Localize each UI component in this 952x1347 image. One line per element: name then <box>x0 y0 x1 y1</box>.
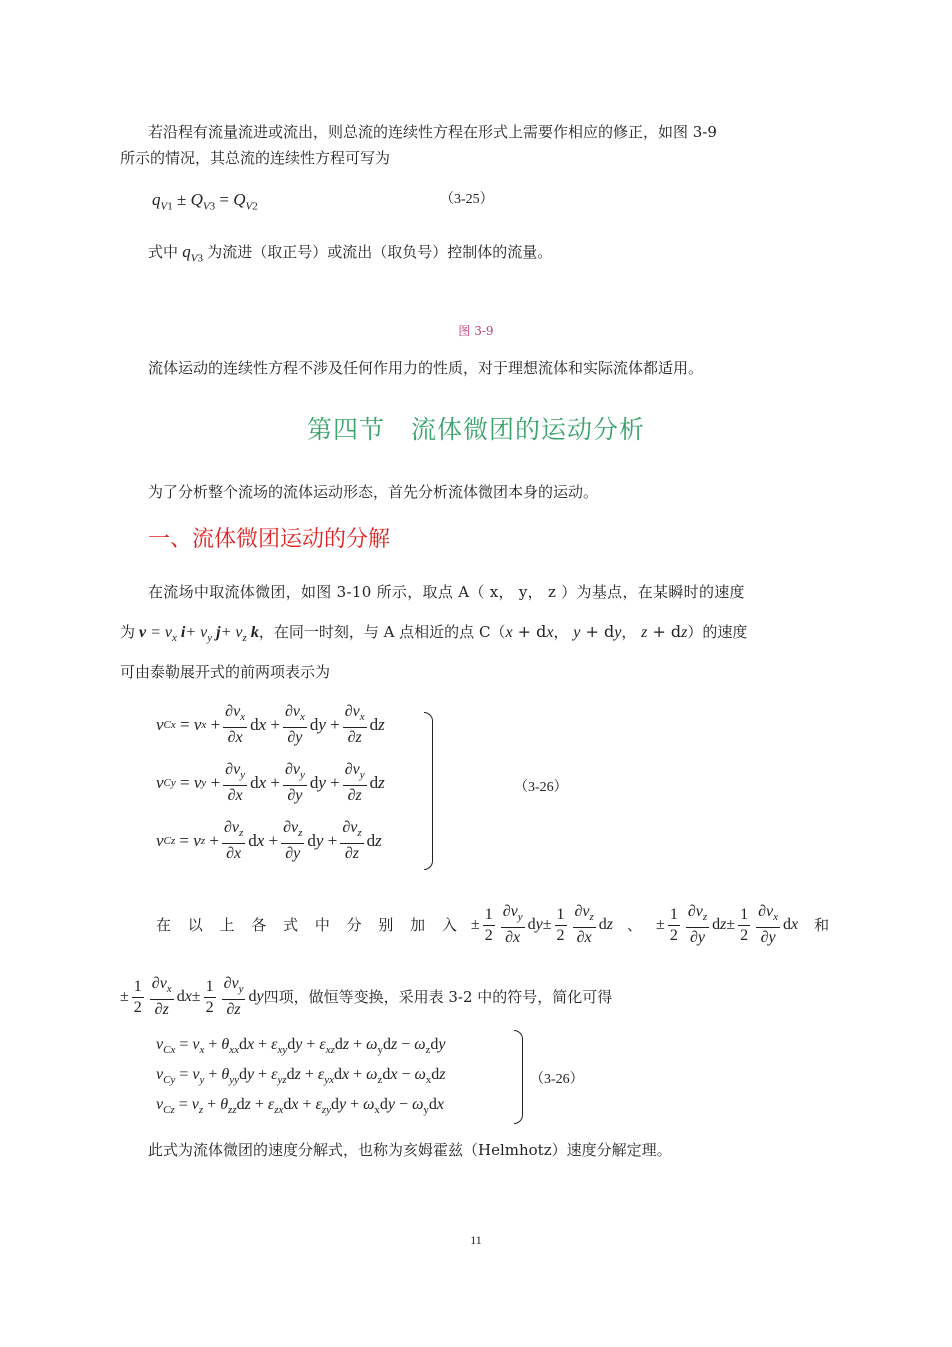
paragraph-line: 所示的情况，其总流的连续性方程可写为 <box>120 149 391 167</box>
equation-number: （3-26） <box>514 780 568 795</box>
equation-number: （3-25） <box>440 192 494 207</box>
right-brace <box>514 1030 523 1124</box>
note-suffix: 为流进（取正号）或流出（取负号）控制体的流量。 <box>207 243 553 261</box>
equation-row-vcz: v Cz = v z + $\frac{\partial v_z}{\partial x}$ d x + $\frac{\partial v_z}{\partial y}$ d y + $\frac{\partial v_z}{\partial z}$ d z <box>156 818 382 863</box>
equation-note: 式中 $q_{V3}$ 为流进（取正号）或流出（取负号）控制体的流量。 <box>148 242 553 265</box>
paragraph-line: 若沿程有流量流进或流出，则总流的连续性方程在形式上需要作相应的修正，如图 3-9 <box>148 123 717 141</box>
equation-row-vcx-simplified: $v_{Cx} = v_x + \theta_{xx}dx + \varepsilon_{xy}dy + \varepsilon_{xz}dz + \omega_ydz - \omega_zdy$ <box>156 1036 446 1057</box>
equation-3-25: $q_{V1} \pm Q_{V3} = Q_{V2}$ <box>152 190 258 213</box>
section-title: 第四节 流体微团的运动分析 <box>306 415 645 444</box>
paragraph-line: 此式为流体微团的速度分解式，也称为亥姆霍兹（Helmhotz）速度分解定理。 <box>148 1141 672 1159</box>
right-brace <box>424 712 433 870</box>
page-number: 11 <box>470 1233 482 1247</box>
paragraph-line: 在 以 上 各 式 中 分 别 加 入 ± $\frac{1}{2}$ $\frac{\partial v_y}{\partial x}$ d y ± $\frac{1}{2}$ $\frac{\partial v_z}{\partial x}$ d z 、 ± $\frac{1}{2}$ $\frac{\partial v_z}{\partial y}$ d z ± $\frac{1}{2}$ $\frac{\partial v_x}{\partial y}$ d x 和 <box>156 902 830 947</box>
paragraph-line: 在流场中取流体微团，如图 3-10 所示，取点 A（ x， y， z ）为基点，在某瞬时的速度 <box>148 583 745 601</box>
equation-row-vcz-simplified: $v_{Cz} = v_z + \theta_{zz}dz + \varepsilon_{zx}dx + \varepsilon_{zy}dy + \omega_xdy - \omega_ydx$ <box>156 1096 444 1117</box>
note-prefix: 式中 <box>148 243 179 261</box>
paragraph-line: 可由泰勒展开式的前两项表示为 <box>120 663 331 681</box>
paragraph-line: 流体运动的连续性方程不涉及任何作用力的性质，对于理想流体和实际流体都适用。 <box>148 359 704 377</box>
paragraph-line: ± $\frac{1}{2}$ $\frac{\partial v_x}{\partial z}$ d x ± $\frac{1}{2}$ $\frac{\partial v_y}{\partial z}$ d y 四项，做恒等变换，采用表 3-2 中的符号，简化可得 <box>120 974 613 1019</box>
paragraph-line: 为了分析整个流场的流体运动形态，首先分析流体微团本身的运动。 <box>148 483 599 501</box>
equation-row-vcy: v Cy = v y + $\frac{\partial v_y}{\partial x}$ d x + $\frac{\partial v_y}{\partial y}$ d y + $\frac{\partial v_y}{\partial z}$ d z <box>156 760 385 805</box>
equation-row-vcx: v Cx = v x + $\frac{\partial v_x}{\partial x}$ d x + $\frac{\partial v_x}{\partial y}$ d y + $\frac{\partial v_x}{\partial z}$ d z <box>156 702 385 747</box>
subsection-title: 一、流体微团运动的分解 <box>148 527 391 552</box>
equation-row-vcy-simplified: $v_{Cy} = v_y + \theta_{yy}dy + \varepsilon_{yz}dz + \varepsilon_{yx}dx + \omega_zdx - \omega_xdz$ <box>156 1066 446 1087</box>
figure-caption: 图 3-9 <box>458 324 494 338</box>
equation-number: （3-26） <box>530 1072 584 1087</box>
paragraph-line: 为 $v = v_x$ $i+ v_y$ $j+ v_z$ k，在同一时刻，与 A 点相近的点 C（x + dx， y + dy， z + dz）的速度 <box>120 622 748 645</box>
